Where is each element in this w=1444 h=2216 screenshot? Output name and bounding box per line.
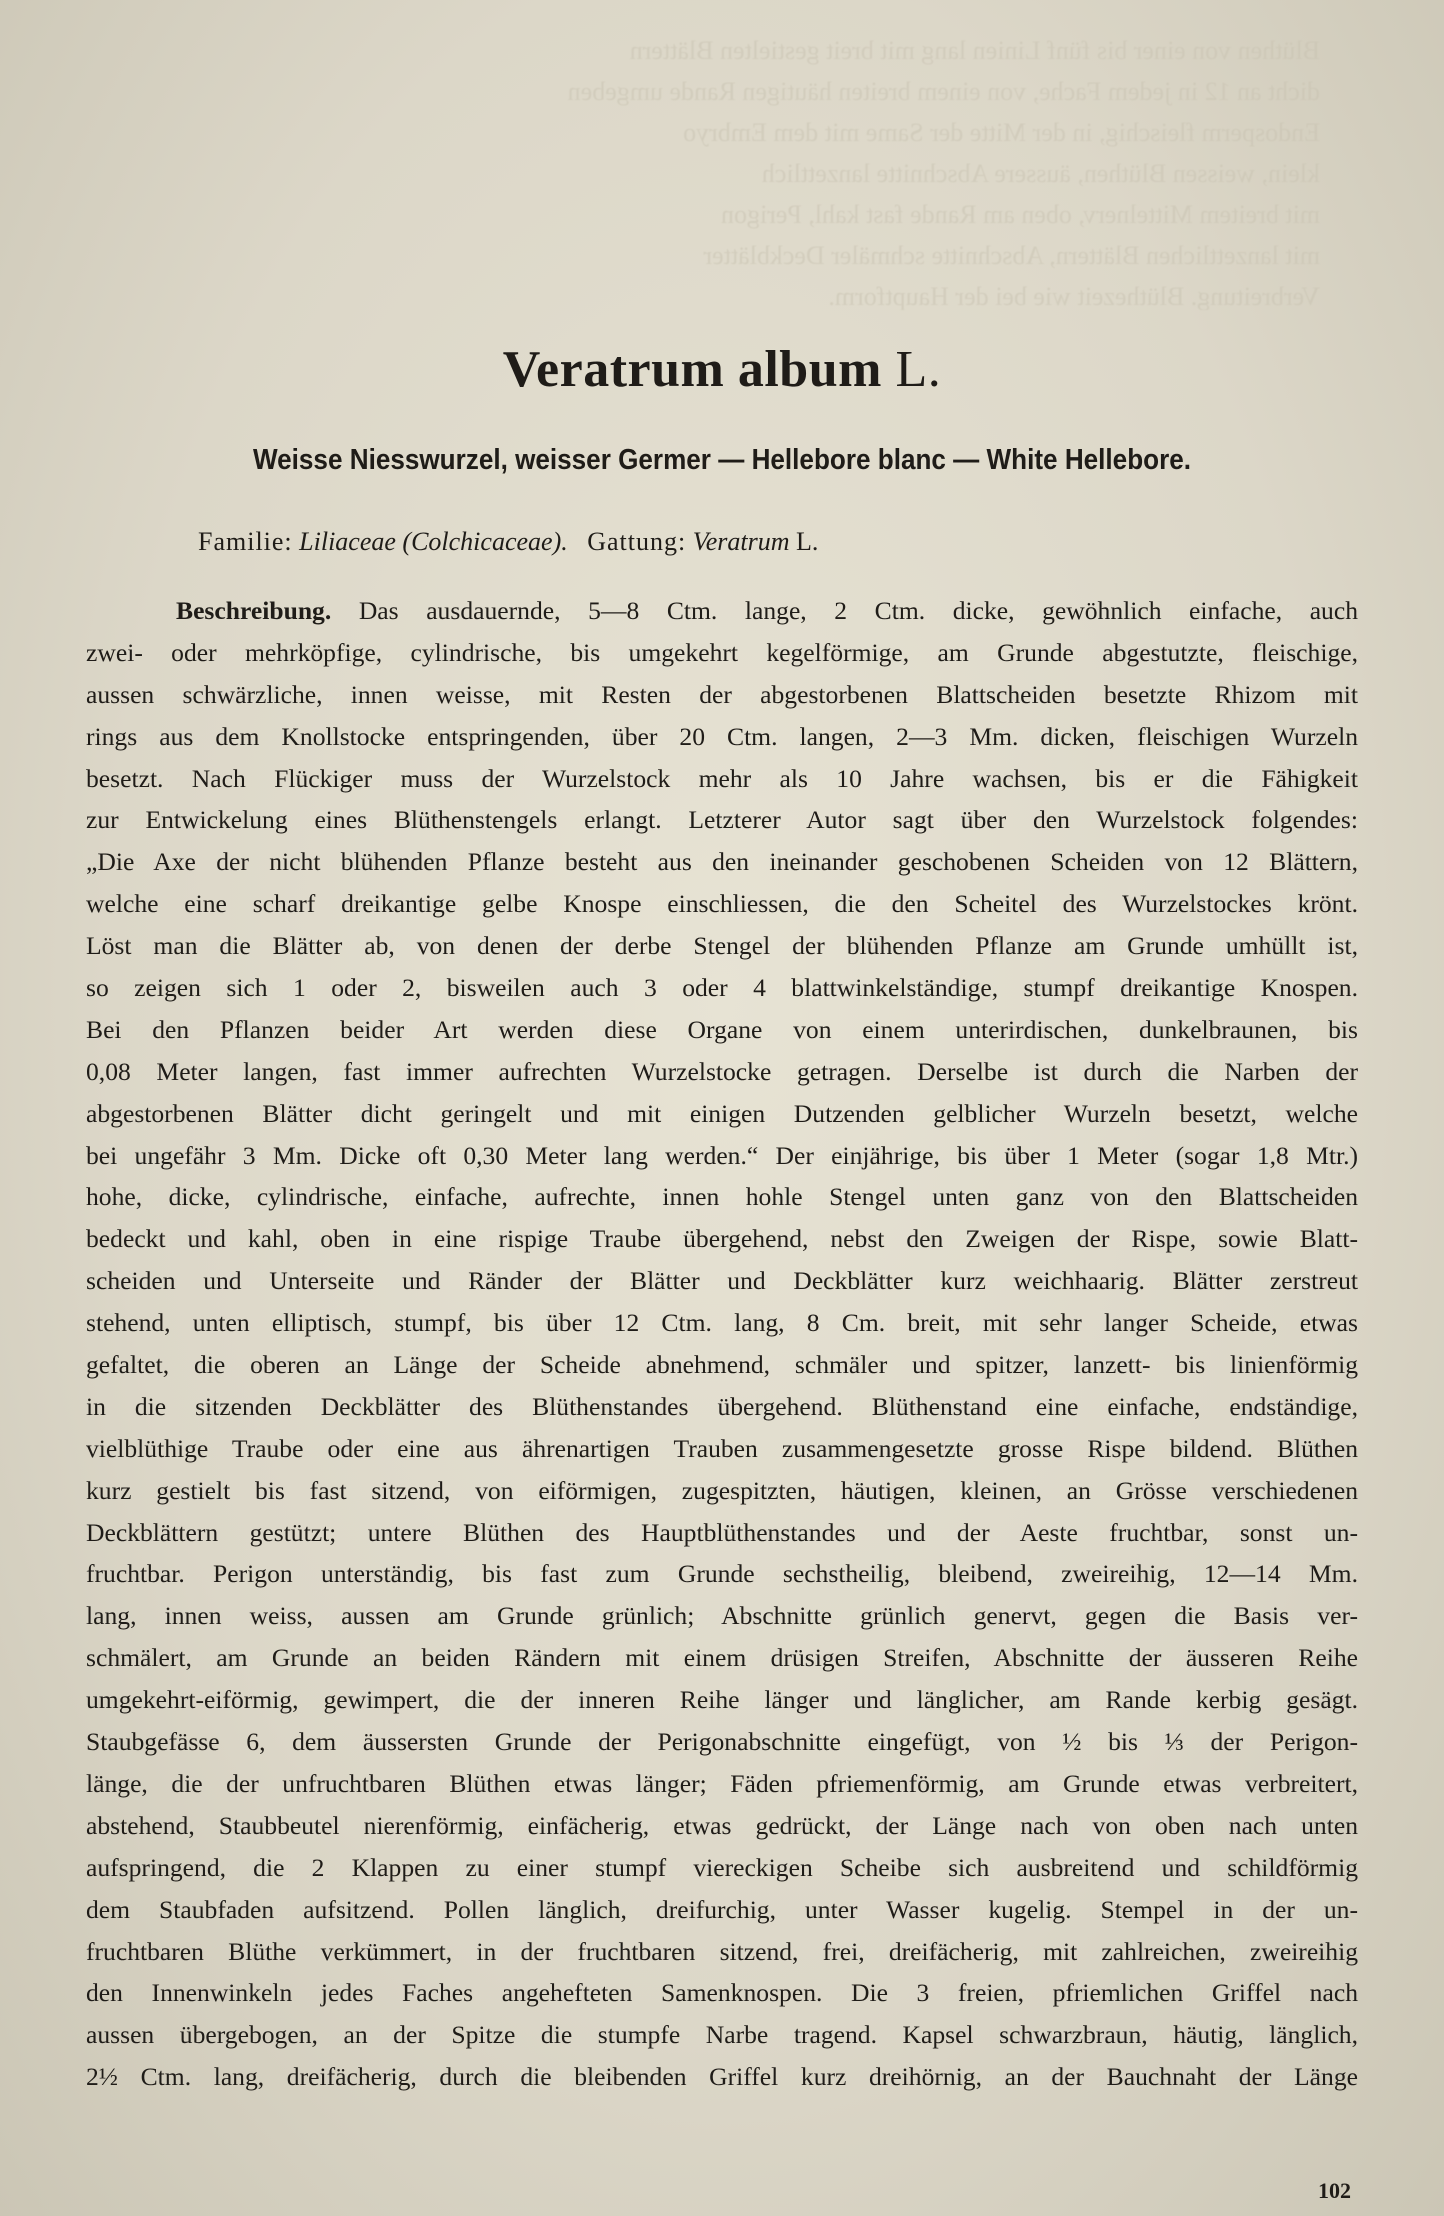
genus-author: L. — [796, 527, 819, 556]
description-line: Deckblättern gestützt; untere Blüthen des Hauptblüthenstandes und der Aeste fruchtbar, sonst un- — [86, 1517, 1358, 1547]
description-line: bei ungefähr 3 Mm. Dicke oft 0,30 Meter lang werden.“ Der einjährige, bis über 1 Meter (sogar 1,8 Mtr.) — [86, 1140, 1358, 1170]
description-line: fruchtbaren Blüthe verkümmert, in der fruchtbaren sitzend, frei, dreifächerig, mit zahlreichen, zweireihig — [86, 1936, 1358, 1966]
description-line: aussen übergebogen, an der Spitze die stumpfe Narbe tragend. Kapsel schwarzbraun, häutig, länglich, — [86, 2020, 1358, 2050]
page-number: 102 — [1318, 2178, 1351, 2203]
description-line: besetzt. Nach Flückiger muss der Wurzelstock mehr als 10 Jahre wachsen, bis er die Fähigkeit — [86, 763, 1358, 793]
genus-name: Veratrum — [692, 527, 790, 556]
description-line: bedeckt und kahl, oben in eine rispige Traube übergehend, nebst den Zweigen der Rispe, sowie Blatt- — [86, 1224, 1358, 1254]
description-line: scheiden und Unterseite und Ränder der Blätter und Deckblätter kurz weichhaarig. Blätter zerstreut — [86, 1266, 1358, 1296]
description-line: den Innenwinkeln jedes Faches angehefteten Samenknospen. Die 3 freien, pfriemlichen Griffel nach — [86, 1978, 1358, 2008]
description-line: kurz gestielt bis fast sitzend, von eiförmigen, zugespitzten, häutigen, kleinen, an Grösse verschiedenen — [86, 1475, 1358, 1505]
description-line: abstehend, Staubbeutel nierenförmig, einfächerig, etwas gedrückt, der Länge nach von oben nach unten — [86, 1810, 1358, 1840]
description-line: abgestorbenen Blätter dicht geringelt und mit einigen Dutzenden gelblicher Wurzeln besetzt, welche — [86, 1098, 1358, 1128]
description-line: „Die Axe der nicht blühenden Pflanze besteht aus den ineinander geschobenen Scheiden von 12 Blättern, — [86, 847, 1358, 877]
description-line: welche eine scharf dreikantige gelbe Knospe einschliessen, die den Scheitel des Wurzelstockes krönt. — [86, 889, 1358, 919]
description-line: Bei den Pflanzen beider Art werden diese Organe von einem unterirdischen, dunkelbraunen, bis — [86, 1014, 1358, 1044]
description-line: fruchtbar. Perigon unterständig, bis fast zum Grunde sechstheilig, bleibend, zweireihig, 12—14 Mm. — [86, 1559, 1358, 1589]
description-lead: Beschreibung. — [176, 596, 332, 625]
description-line: aufspringend, die 2 Klappen zu einer stumpf viereckigen Scheibe sich ausbreitend und schildförmig — [86, 1852, 1358, 1882]
common-names: Weisse Niesswurzel, weisser Germer — Hellebore blanc — White Hellebore. — [252, 444, 1192, 476]
description-line: Löst man die Blätter ab, von denen der derbe Stengel der blühenden Pflanze am Grunde umhüllt ist, — [86, 931, 1358, 961]
title-author: L. — [895, 341, 942, 398]
title-species: Veratrum album — [502, 341, 882, 398]
description-line: 0,08 Meter langen, fast immer aufrechten Wurzelstocke getragen. Derselbe ist durch die Narben der — [86, 1056, 1358, 1086]
description-line: vielblüthige Traube oder eine aus ährenartigen Trauben zusammengesetzte grosse Rispe bildend. Blüthen — [86, 1433, 1358, 1463]
description-line: stehend, unten elliptisch, stumpf, bis über 12 Ctm. lang, 8 Cm. breit, mit sehr langer Scheide, etwas — [86, 1308, 1358, 1338]
description-line: rings aus dem Knollstocke entspringenden, über 20 Ctm. langen, 2—3 Mm. dicken, fleischigen Wurzeln — [86, 721, 1358, 751]
description-line: zur Entwickelung eines Blüthenstengels erlangt. Letzterer Autor sagt über den Wurzelstock folgendes: — [86, 805, 1358, 835]
family-line — [198, 527, 818, 557]
show-through-text: Blüthen von einer bis fünf Linien lang mit breit gestielten Blättern dicht an 12 in jedem Fache, von einem breiten häutigen Rande umgeben Endosperm fleischig, in der Mitte der Same mit dem Embryo klein, weissen Blüthen, äussere Abschnitte lanzettlich mit breitem Mittelnerv, oben am Rande fast kahl, Perigon mit lanzettlichen Blättern, Abschnitte schmäler Deckblätter Verbreitung. Blüthezeit wie bei der Hauptform. — [567, 36, 1320, 310]
genus-label: Gattung: — [587, 527, 687, 556]
description-line: zwei- oder mehrköpfige, cylindrische, bis umgekehrt kegelförmige, am Grunde abgestutzte, fleischige, — [86, 637, 1358, 667]
description-line: Staubgefässe 6, dem äussersten Grunde der Perigonabschnitte eingefügt, von ½ bis ⅓ der Perigon- — [86, 1727, 1358, 1757]
description-body — [86, 590, 1358, 2098]
description-line: hohe, dicke, cylindrische, einfache, aufrechte, innen hohle Stengel unten ganz von den Blattscheiden — [86, 1182, 1358, 1212]
family-name: Liliaceae (Colchicaceae). — [299, 527, 568, 556]
page-title — [0, 340, 1444, 399]
description-line: schmälert, am Grunde an beiden Rändern mit einem drüsigen Streifen, Abschnitte der äusseren Reihe — [86, 1643, 1358, 1673]
description-line: dem Staubfaden aufsitzend. Pollen länglich, dreifurchig, unter Wasser kugelig. Stempel in der un- — [86, 1894, 1358, 1924]
description-line: länge, die der unfruchtbaren Blüthen etwas länger; Fäden pfriemenförmig, am Grunde etwas verbreitert, — [86, 1768, 1358, 1798]
description-line: gefaltet, die oberen an Länge der Scheide abnehmend, schmäler und spitzer, lanzett- bis linienförmig — [86, 1350, 1358, 1380]
description-line: umgekehrt-eiförmig, gewimpert, die der inneren Reihe länger und länglicher, am Rande kerbig gesägt. — [86, 1685, 1358, 1715]
description-line: in die sitzenden Deckblätter des Blüthenstandes übergehend. Blüthenstand eine einfache, endständige, — [86, 1391, 1358, 1421]
description-line: aussen schwärzliche, innen weisse, mit Resten der abgestorbenen Blattscheiden besetzte Rhizom mit — [86, 679, 1358, 709]
description-line: Beschreibung. Das ausdauernde, 5—8 Ctm. lange, 2 Ctm. dicke, gewöhnlich einfache, auch — [176, 596, 1359, 625]
description-line: 2½ Ctm. lang, dreifächerig, durch die bleibenden Griffel kurz dreihörnig, an der Bauchnaht der Länge — [86, 2062, 1358, 2092]
family-label: Familie: — [198, 527, 293, 556]
description-line: so zeigen sich 1 oder 2, bisweilen auch 3 oder 4 blattwinkelständige, stumpf dreikantige Knospen. — [86, 973, 1358, 1003]
description-line: lang, innen weiss, aussen am Grunde grünlich; Abschnitte grünlich genervt, gegen die Basis ver- — [86, 1601, 1358, 1631]
